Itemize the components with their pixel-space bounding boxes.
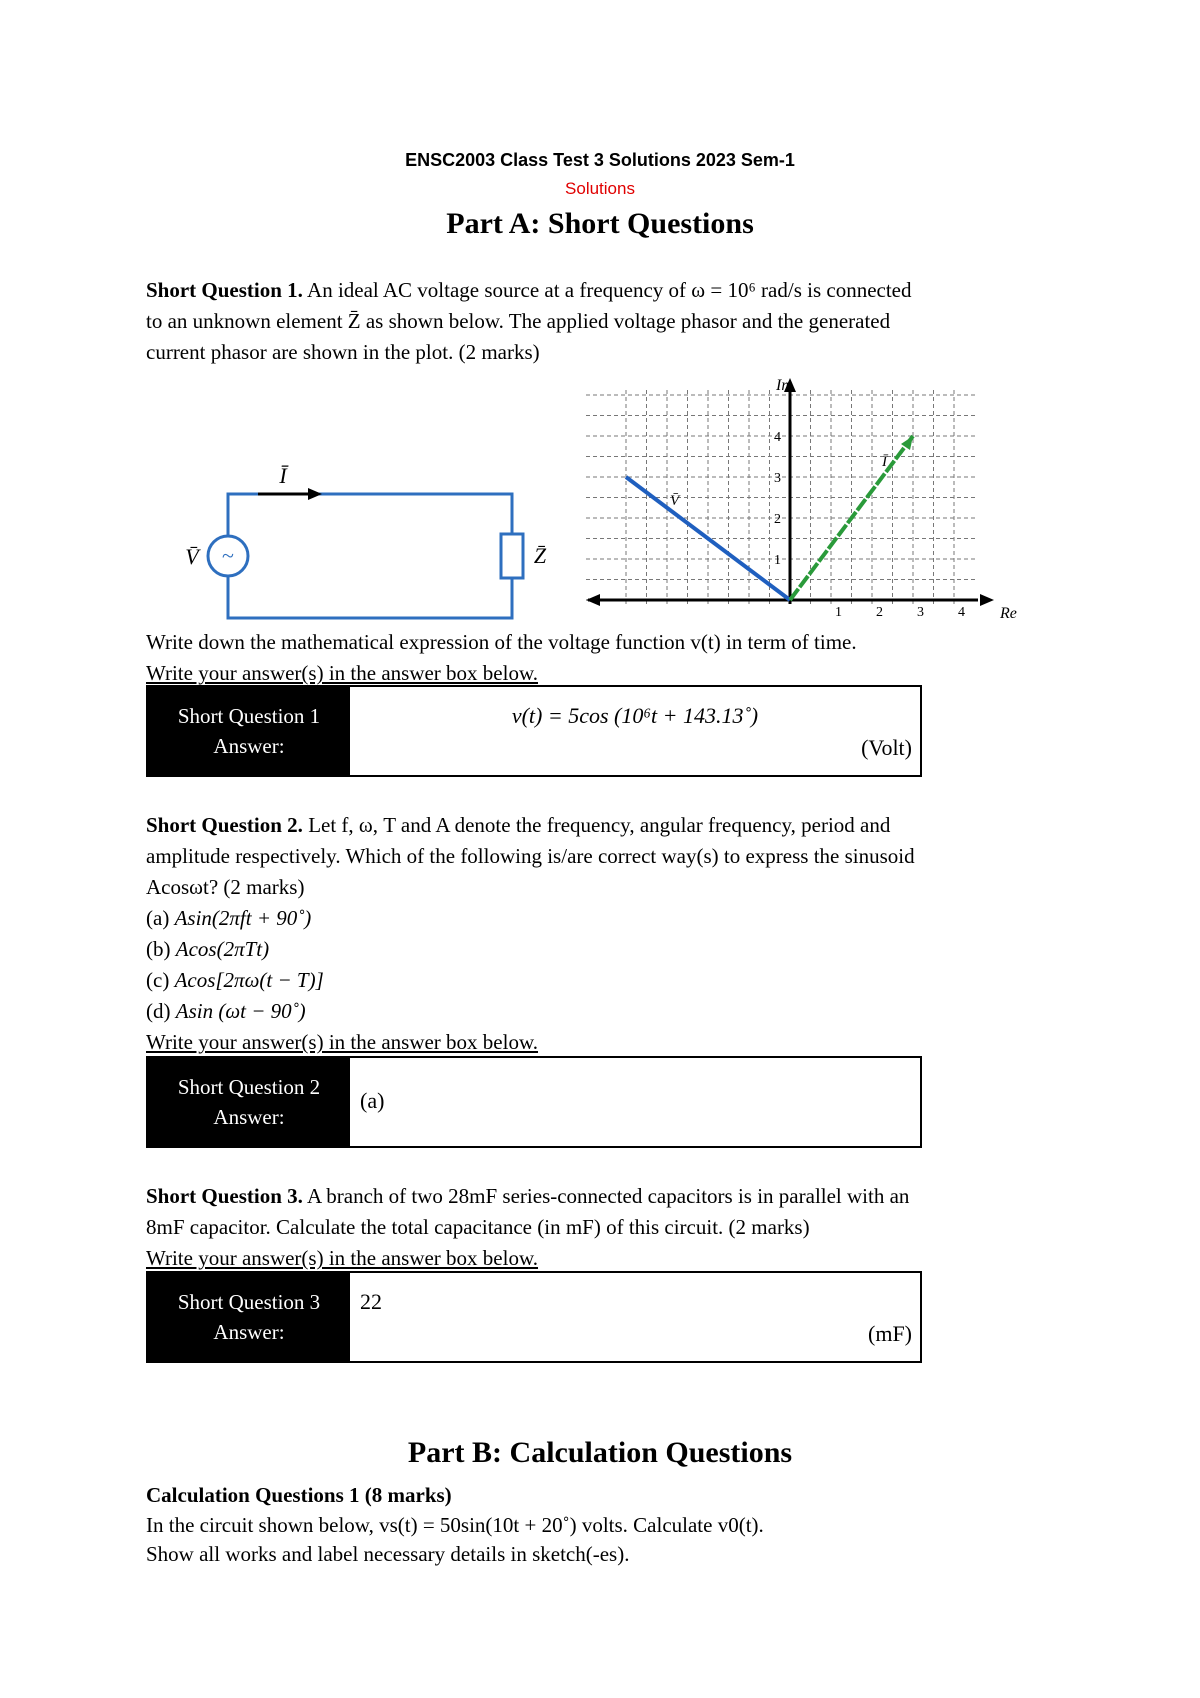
re-axis-label: Re (1000, 605, 1017, 622)
q1-answer-box-label (148, 687, 350, 775)
q2-option-d: (d) Asin (ωt − 90˚) (146, 999, 306, 1023)
current-phasor-label: Ī (882, 454, 887, 470)
q2-answer-box (146, 1056, 922, 1148)
q2-label: Short Question 2. (146, 813, 303, 837)
q1-answer-prompt: Write your answer(s) in the answer box below. (146, 661, 539, 685)
circuit-voltage-label: V̄ (185, 544, 199, 569)
q3-answer-box-label (148, 1273, 350, 1361)
voltage-phasor-label: V̄ (670, 493, 680, 509)
re-axis-left-arrow (586, 594, 600, 606)
q1-line3: current phasor are shown in the plot. (2 marks) (146, 340, 540, 364)
y-tick-label: 3 (774, 471, 781, 486)
q1-label: Short Question 1. (146, 278, 303, 302)
q2-answer-area (350, 1058, 920, 1146)
x-tick-label: 2 (876, 605, 883, 620)
q3-label: Short Question 3. (146, 1184, 303, 1208)
q2-option-c: (c) Acos[2πω(t − T)] (146, 968, 324, 992)
q1-unit: (Volt) (861, 735, 912, 760)
q2-line3: Acosωt? (2 marks) (146, 875, 305, 899)
cq1-line1: In the circuit shown below, vs(t) = 50sin(10t + 20˚) volts. Calculate v0(t). (146, 1513, 764, 1537)
q3-answer: 22 (360, 1289, 382, 1314)
y-tick-label: 1 (774, 553, 781, 568)
q3-box-label-line2: Answer: (213, 1320, 285, 1344)
q3-answer-prompt: Write your answer(s) in the answer box below. (146, 1246, 539, 1270)
y-tick-label: 2 (774, 512, 781, 527)
q3-line1: A branch of two 28mF series-connected capacitors is in parallel with an (302, 1184, 910, 1208)
q2-answer-prompt: Write your answer(s) in the answer box below. (146, 1030, 539, 1054)
document-subtitle: Solutions (565, 179, 635, 198)
q1-line1: An ideal AC voltage source at a frequency of ω = 10⁶ rad/s is connected (302, 278, 912, 302)
part-b-heading: Part B: Calculation Questions (407, 1436, 793, 1469)
ac-source-symbol: ~ (222, 543, 234, 568)
q2-text (146, 810, 1076, 1058)
cq1-line2: Show all works and label necessary details in sketch(-es). (146, 1542, 630, 1566)
circuit-wire (228, 494, 512, 618)
q2-line1: Let f, ω, T and A denote the frequency, angular frequency, period and (302, 813, 891, 837)
q1-box-label-line2: Answer: (213, 734, 285, 758)
q2-box-label-line2: Answer: (213, 1105, 285, 1129)
q3-answer-area (350, 1273, 920, 1361)
q1-box-label-line1: Short Question 1 (177, 704, 321, 728)
q3-unit: (mF) (868, 1321, 912, 1346)
q3-box-label-line1: Short Question 3 (177, 1290, 321, 1314)
part-a-heading: Part A: Short Questions (446, 207, 754, 240)
x-tick-label: 4 (958, 605, 965, 620)
q2-box-label-line1: Short Question 2 (177, 1075, 321, 1099)
plot-grid (586, 390, 978, 604)
re-axis-right-arrow (980, 594, 994, 606)
y-tick-label: 4 (774, 430, 781, 445)
x-tick-label: 1 (835, 605, 842, 620)
q1-instruction: Write down the mathematical expression of the voltage function v(t) in term of time. (146, 630, 857, 654)
q1-answer: v(t) = 5cos (10⁶t + 143.13˚) (511, 703, 759, 728)
current-arrow-head (308, 488, 322, 500)
q2-line2: amplitude respectively. Which of the following is/are correct way(s) to express the sinusoid (146, 844, 915, 868)
cq1-title: Calculation Questions 1 (8 marks) (146, 1483, 452, 1507)
q1-phasor-plot (580, 378, 1030, 628)
q1-answer-area (350, 687, 920, 775)
q2-answer: (a) (360, 1088, 385, 1113)
q1-answer-box (146, 685, 922, 777)
q3-answer-box (146, 1271, 922, 1363)
im-axis-label: Im (776, 378, 793, 394)
q2-option-b: (b) Acos(2πTt) (146, 937, 270, 961)
circuit-element-label: Z̄ (533, 543, 547, 568)
q1-circuit-diagram (180, 450, 560, 630)
q2-answer-box-label (148, 1058, 350, 1146)
impedance-element (501, 534, 523, 578)
x-tick-label: 3 (917, 605, 924, 620)
circuit-current-label: Ī (279, 463, 287, 488)
q2-option-a: (a) Asin(2πft + 90˚) (146, 906, 312, 930)
q1-text (146, 275, 1076, 368)
q3-text (146, 1181, 1076, 1274)
q1-line2: to an unknown element Z̄ as shown below. The applied voltage phasor and the generated (146, 309, 891, 333)
q3-line2: 8mF capacitor. Calculate the total capacitance (in mF) of this circuit. (2 marks) (146, 1215, 810, 1239)
document-title: ENSC2003 Class Test 3 Solutions 2023 Sem-1 (405, 150, 795, 170)
